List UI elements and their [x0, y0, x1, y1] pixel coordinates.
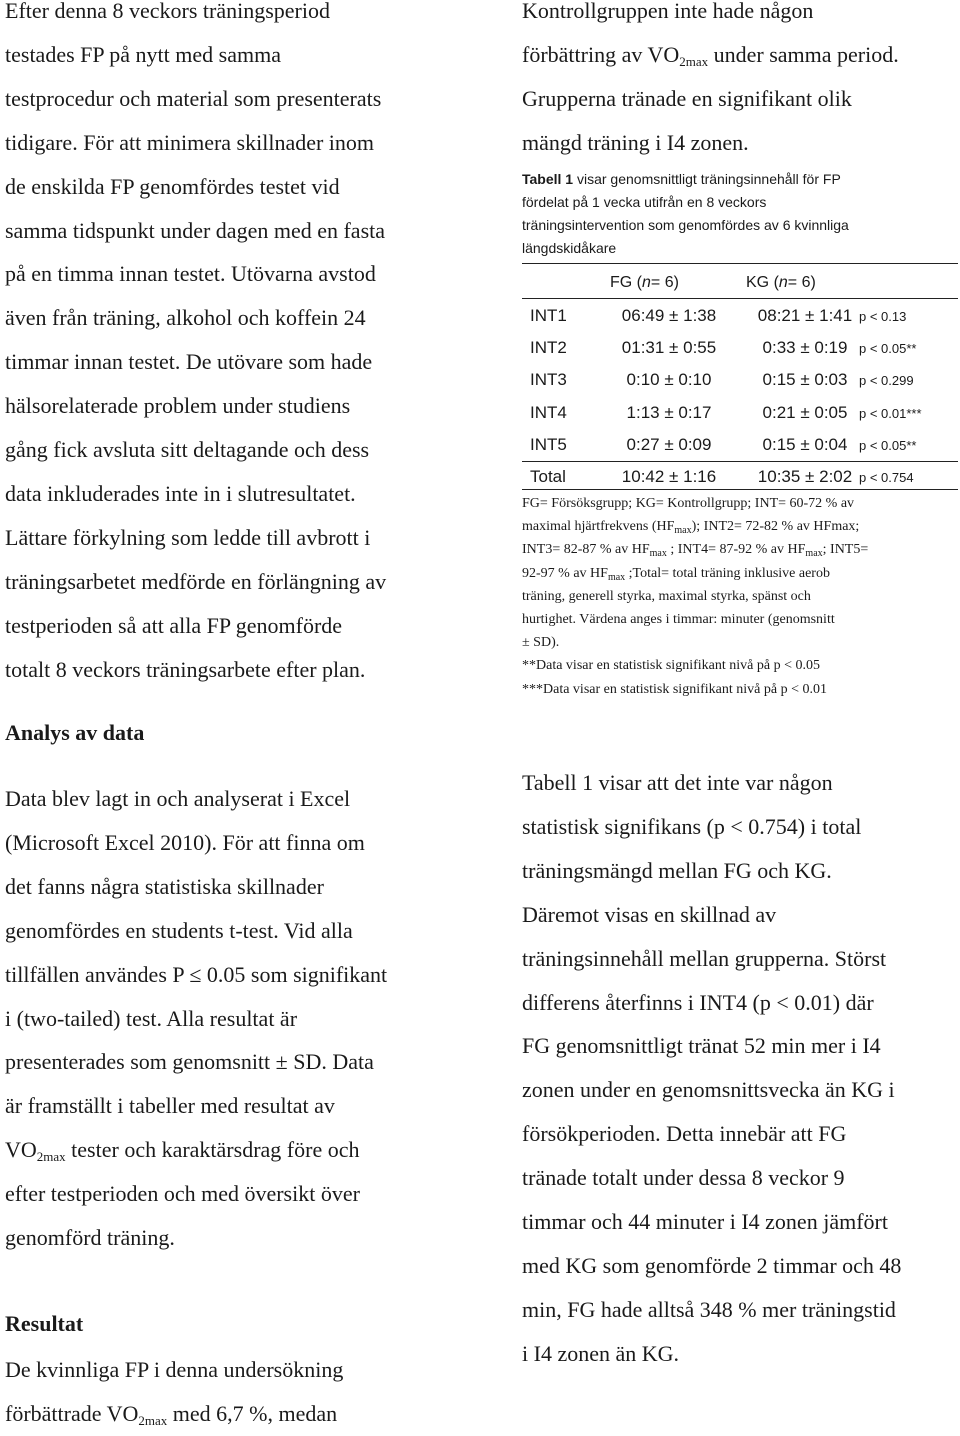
footnote-line: träning, generell styrka, maximal styrka, spänst och [522, 588, 811, 604]
cell-fg: 1:13 ± 0:17 [626, 403, 712, 422]
cell-kg: 0:33 ± 0:19 [762, 338, 848, 357]
heading-resultat: Resultat [5, 1311, 84, 1336]
cell-fg: 10:42 ± 1:16 [621, 467, 717, 486]
text-fragment: tillfällen användes P [5, 961, 190, 987]
subscript: max [649, 548, 667, 560]
text-fragment: = 6) [650, 274, 679, 291]
table-row [522, 403, 958, 435]
text-fragment: ; INT4= 87-92 % av HF [666, 542, 806, 558]
footnote-line: ± SD). [522, 635, 560, 651]
discussion-paragraph [522, 761, 901, 1376]
cell-p: p < 0.754 [859, 470, 914, 485]
text-line: Grupperna tränade en signifikant olik [522, 85, 852, 111]
text-line: Data blev lagt in och analyserat i Excel [5, 786, 351, 811]
table-row [522, 370, 958, 402]
table-caption [522, 168, 958, 260]
text-line: (Microsoft Excel 2010). För att finna om [5, 829, 365, 855]
text-fragment: 92-97 % av HF [522, 565, 608, 581]
text-line [5, 1128, 387, 1172]
column-header-fg [610, 274, 679, 292]
footnote-line [522, 538, 958, 561]
text-fragment: ); INT2= 72-82 % av HFmax; [691, 519, 860, 535]
cell-p: p < 0.13 [859, 309, 907, 324]
text-line: testades FP på nytt med samma [5, 41, 281, 67]
table-top-rule [522, 263, 958, 264]
caption-line: längdskidåkare [522, 240, 617, 256]
row-label: INT3 [530, 370, 567, 389]
table-bottom-rule [522, 489, 958, 490]
text-line [522, 33, 899, 77]
text-line: genomförd träning. [5, 1225, 175, 1251]
text-line: försökperioden. Detta innebär att FG [522, 1121, 847, 1147]
cell-kg: 0:21 ± 0:05 [762, 403, 848, 422]
subscript: max [607, 571, 626, 583]
text-line: Däremot visas en skillnad av [522, 901, 777, 927]
text-fragment: förbättring av VO [522, 41, 680, 67]
text-line: totalt 8 veckors träningsarbete efter plan. [5, 656, 366, 682]
text-line: hälsorelaterade problem under studiens [5, 393, 351, 419]
footnote-line: FG= Försöksgrupp; KG= Kontrollgrupp; INT= 60-72 % av [522, 496, 855, 511]
text-line: med KG som genomförde 2 timmar och 48 [522, 1252, 902, 1278]
text-line: Kontrollgruppen inte hade någon [522, 0, 814, 23]
cell-fg: 0:10 ± 0:10 [626, 370, 712, 389]
text-line: är framställt i tabeller med resultat av [5, 1093, 335, 1119]
text-fragment: tester och karaktärsdrag före och [65, 1137, 360, 1163]
table-footnote [522, 492, 958, 701]
row-label: INT2 [530, 338, 567, 357]
text-line: gång fick avsluta sitt deltagande och dess [5, 437, 370, 463]
text-fragment: FG ( [610, 274, 642, 291]
text-fragment: KG ( [746, 274, 779, 291]
results-paragraph [5, 1348, 343, 1436]
table-row [522, 435, 958, 467]
text-line [5, 953, 387, 997]
text-fragment: INT3= 82-87 % av HF [522, 542, 650, 558]
text-line: timmar och 44 minuter i I4 zonen jämfört [522, 1209, 888, 1235]
cell-kg: 08:21 ± 1:41 [757, 306, 853, 325]
table-row [522, 338, 958, 370]
text-fragment: n [778, 274, 788, 291]
text-line: statistisk signifikans (p < 0.754) i total [522, 813, 862, 839]
text-line: i (two-tailed) test. Alla resultat är [5, 1005, 298, 1031]
text-line: differens återfinns i INT4 (p < 0.01) där [522, 989, 874, 1015]
text-line: träningsinnehåll mellan grupperna. Störst [522, 945, 887, 971]
text-fragment: med 6,7 %, medan [167, 1400, 338, 1426]
cell-p: p < 0.05** [859, 438, 917, 453]
text-fragment: maximal hjärtfrekvens (HF [522, 519, 675, 535]
text-line: de enskilda FP genomfördes testet vid [5, 173, 340, 199]
text-line: mängd träning i I4 zonen. [522, 129, 749, 155]
footnote-line [522, 515, 958, 538]
caption-line: fördelat på 1 vecka utifrån en 8 veckors [522, 194, 767, 210]
cell-fg: 01:31 ± 0:55 [621, 338, 717, 357]
text-line: på en timma innan testet. Utövarna avstod [5, 261, 376, 287]
text-line: Efter denna 8 veckors träningsperiod [5, 0, 330, 23]
caption-line: träningsintervention som genomfördes av 6 kvinnliga [522, 217, 849, 233]
text-fragment: = 6) [787, 274, 816, 291]
subscript: 2max [138, 1412, 168, 1428]
text-fragment: ; INT5= [822, 542, 869, 558]
cell-p: p < 0.299 [859, 373, 914, 388]
column-header-kg [746, 274, 816, 292]
text-line: testperioden så att alla FP genomförde [5, 612, 343, 638]
row-label: Total [530, 467, 566, 486]
text-line: min, FG hade alltså 348 % mer träningstid [522, 1296, 896, 1322]
text-line: timmar innan testet. De utövare som hade [5, 349, 373, 375]
text-line: presenterades som genomsnitt ± SD. Data [5, 1049, 374, 1075]
cell-p: p < 0.01*** [859, 406, 922, 421]
text-line: träningsmängd mellan FG och KG. [522, 857, 832, 883]
text-line: testprocedur och material som presenterats [5, 85, 382, 111]
row-label: INT1 [530, 306, 567, 325]
text-fragment: visar genomsnittligt träningsinnehåll för FP [573, 171, 841, 187]
cell-fg: 0:27 ± 0:09 [626, 435, 712, 454]
row-label: INT4 [530, 403, 567, 422]
text-fragment: under samma period. [708, 41, 899, 67]
row-label: INT5 [530, 435, 567, 454]
text-line: Lättare förkylning som ledde till avbrott i [5, 524, 371, 550]
text-fragment: 0.05 som signifikant [201, 961, 388, 987]
footnote-line: **Data visar en statistisk signifikant nivå på p < 0.05 [522, 658, 820, 674]
footnote-line: ***Data visar en statistisk signifikant nivå på p < 0.01 [522, 681, 827, 697]
text-line: det fanns några statistiska skillnader [5, 873, 324, 899]
intro-paragraph [522, 0, 899, 165]
text-line: genomfördes en students t-test. Vid alla [5, 917, 353, 943]
table-header-rule [522, 298, 958, 299]
text-fragment: förbättrade VO [5, 1400, 139, 1426]
caption-line [522, 168, 958, 191]
subscript: 2max [36, 1149, 66, 1165]
text-line: träningsarbetet medförde en förlängning av [5, 568, 387, 594]
heading-analys-av-data: Analys av data [5, 720, 145, 745]
table-row [522, 306, 958, 338]
method-paragraph [5, 0, 386, 692]
text-line: samma tidspunkt under dagen med en fasta [5, 217, 386, 243]
text-line [5, 1392, 343, 1436]
footnote-line: hurtighet. Värdena anges i timmar: minuter (genomsnitt [522, 612, 835, 628]
text-line: tränade totalt under dessa 8 veckor 9 [522, 1165, 845, 1191]
subscript: max [805, 548, 823, 560]
text-fragment: n [642, 274, 651, 291]
table-total-rule [522, 461, 958, 462]
text-line: tidigare. För att minimera skillnader inom [5, 129, 375, 155]
text-line: De kvinnliga FP i denna undersökning [5, 1357, 344, 1382]
text-line: data inkluderades inte in i slutresultatet. [5, 480, 356, 506]
text-line: efter testperioden och med översikt över [5, 1181, 360, 1207]
cell-kg: 0:15 ± 0:03 [762, 370, 848, 389]
analysis-paragraph [5, 777, 387, 1260]
caption-label: Tabell 1 [522, 171, 574, 187]
subscript: 2max [679, 53, 709, 69]
footnote-line [522, 562, 958, 585]
cell-fg: 06:49 ± 1:38 [621, 306, 717, 325]
text-line: zonen under en genomsnittsvecka än KG i [522, 1077, 895, 1103]
text-fragment: VO [5, 1137, 37, 1163]
text-line: även från träning, alkohol och koffein 24 [5, 305, 366, 331]
cell-kg: 0:15 ± 0:04 [762, 435, 848, 454]
text-fragment: ;Total= total träning inklusive aerob [625, 565, 830, 581]
cell-p: p < 0.05** [859, 341, 917, 356]
text-line: FG genomsnittligt tränat 52 min mer i I4 [522, 1033, 881, 1059]
cell-kg: 10:35 ± 2:02 [757, 467, 853, 486]
text-line: Tabell 1 visar att det inte var någon [522, 770, 833, 795]
subscript: max [674, 525, 692, 537]
text-line: i I4 zonen än KG. [522, 1340, 680, 1366]
leq-symbol: ≤ [189, 961, 202, 987]
